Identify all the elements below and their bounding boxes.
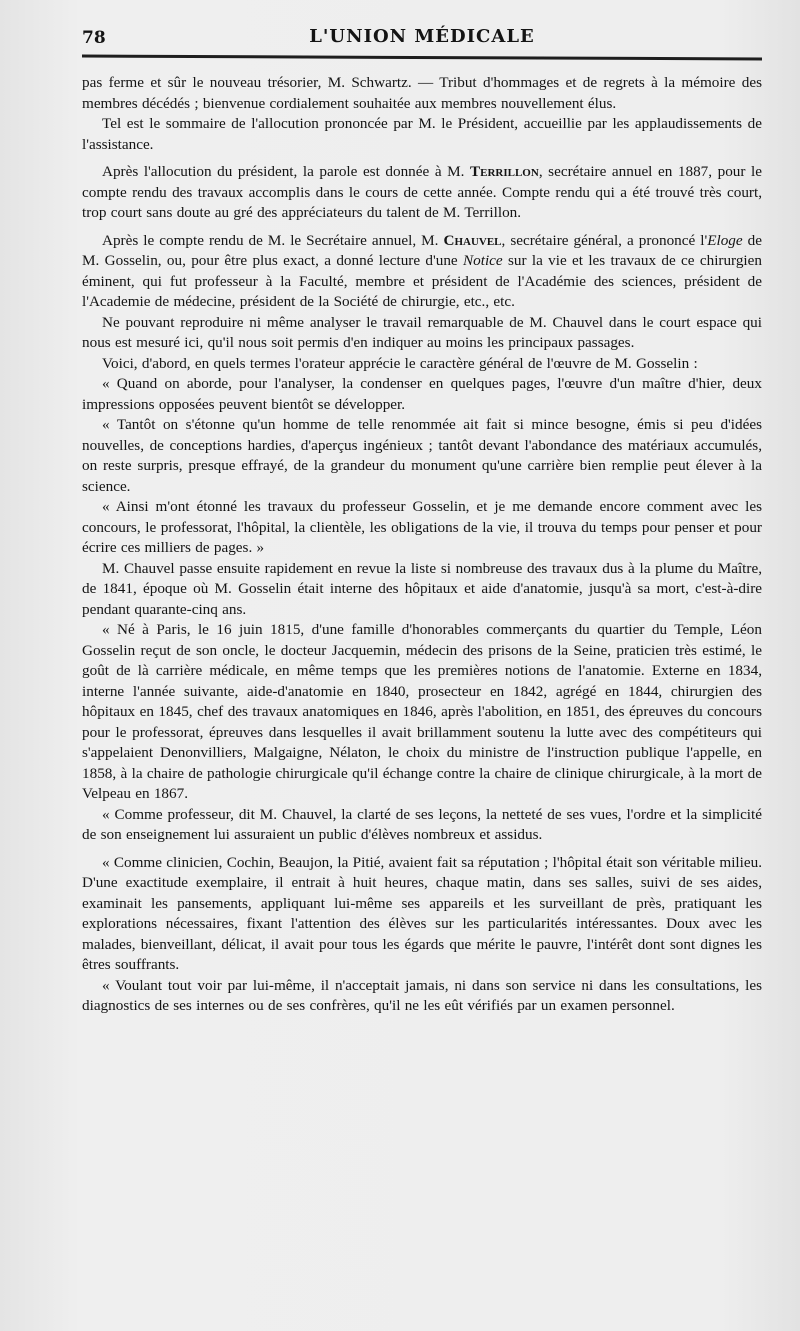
quote-paragraph: « Voulant tout voir par lui-même, il n'acceptait jamais, ni dans son service ni dans les consultations, les diagnostics de ses internes ou de ses confrères, qu'il ne les eût vérifiés par un examen personnel. xyxy=(82,976,762,1014)
paragraph: Après l'allocution du président, la parole est donnée à M. Terrillon, secrétaire annuel en 1887, pour le compte rendu des travaux accomplis dans le cours de cette année. Compte rendu qui a été trouvé très court, trop court sans doute au gré des appréciateurs du talent de M. Terrillon. xyxy=(82,163,762,221)
paragraph: Voici, d'abord, en quels termes l'orateur apprécie le caractère général de l'œuvre de M. Gosselin : xyxy=(102,354,698,372)
page-header xyxy=(82,16,762,52)
paragraph: Après le compte rendu de M. le Secrétaire annuel, M. Chauvel, secrétaire général, a prononcé l'Eloge de M. Gosselin, ou, pour être plus exact, a donné lecture d'une Notice sur la vie et les travaux de ce chirurgien éminent, qui fut professeur à la Faculté, membre et président de l'Académie des sciences, président de l'Academie de médecine, président de la Société de chirurgie, etc., etc. xyxy=(82,231,762,310)
author-name: Terrillon xyxy=(470,163,539,180)
running-title: L'UNION MÉDICALE xyxy=(309,26,535,47)
quote-paragraph: « Ainsi m'ont étonné les travaux du professeur Gosselin, et je me demande encore comment avec les concours, le professorat, l'hôpital, la clientèle, les obligations de la vie, il trouva du temps pour penser et pour écrire ces milliers de pages. » xyxy=(82,498,762,556)
paragraph: Tel est le sommaire de l'allocution prononcée par M. le Président, accueillie par les applaudissements de l'assistance. xyxy=(82,115,762,153)
quote-paragraph: « Comme professeur, dit M. Chauvel, la clarté de ses leçons, la netteté de ses vues, l'ordre et la simplicité de son enseignement lui assuraient un public d'élèves nombreux et assidus. xyxy=(82,805,762,843)
quote-paragraph: « Tantôt on s'étonne qu'un homme de telle renommée ait fait si mince besogne, émis si peu d'idées nouvelles, de conceptions hardies, d'aperçus ingénieux ; tantôt devant l'abondance des matériaux accumulés, on reste surpris, presque effrayé, de la grandeur du monument qu'une carrière bien remplie peut élever à la science. xyxy=(82,416,762,495)
quote-paragraph: « Né à Paris, le 16 juin 1815, d'une famille d'honorables commerçants du quartier du Temple, Léon Gosselin reçut de son oncle, le docteur Jacquemin, médecin des prisons de la Seine, praticien très estimé, le goût de là carrière médicale, en même temps que les premières notions de l'anatomie. Externe en 1834, interne l'année suivante, aide-d'anatomie en 1840, prosecteur en 1842, agrégé en 1844, chirurgien des hôpitaux en 1845, chef des travaux anatomiques en 1846, après l'abolition, en 1851, des épreuves du concours pour le professorat, épreuves dans lesquelles il avait brillamment soutenu la lutte avec des compétiteurs qui s'appelaient Denonvilliers, Malgaigne, Nélaton, le choix du ministre de l'instruction publique l'appelle, en 1858, à la chaire de pathologie chirurgicale qu'il échange contre la chaire de clinique chirurgicale, à la mort de Velpeau en 1867. xyxy=(82,621,762,802)
quote-paragraph: « Quand on aborde, pour l'analyser, la condenser en quelques pages, l'œuvre d'un maître d'hier, deux impressions opposées peuvent bientôt se développer. xyxy=(82,375,762,413)
paragraph: M. Chauvel passe ensuite rapidement en revue la liste si nombreuse des travaux dus à la plume du Maître, de 1841, époque où M. Gosselin était interne des hôpitaux et aide d'anatomie, jusqu'à sa mort, c'est-à-dire pendant quarante-cinq ans. xyxy=(82,559,762,618)
page-number: 78 xyxy=(82,28,106,48)
paragraph: pas ferme et sûr le nouveau trésorier, M. Schwartz. — Tribut d'hommages et de regrets à la mémoire des membres décédés ; bienvenue cordialement souhaitée aux membres nouvellement élus. xyxy=(82,74,762,112)
article-body xyxy=(82,73,762,1017)
paragraph: Ne pouvant reproduire ni même analyser le travail remarquable de M. Chauvel dans le court espace qui nous est mesuré ici, qu'il nous soit permis d'en indiquer au moins les principaux passages. xyxy=(82,313,762,351)
author-name: Chauvel xyxy=(443,231,502,249)
quote-paragraph: « Comme clinicien, Cochin, Beaujon, la Pitié, avaient fait sa réputation ; l'hôpital était son véritable milieu. D'une exactitude exemplaire, il entrait à huit heures, chaque matin, dans ses salles, suivi de ses aides, examinait les pansements, appliquant lui-même ses appareils et les surveillant de près, pratiquant les explorations nécessaires, fixant l'attention des élèves sur les particularités intéressantes. Doux avec les malades, bienveillant, délicat, il avait pour tous les égards que mérite le pauvre, l'intérêt dont sont dignes les êtres souffrants. xyxy=(82,853,762,973)
header-rule xyxy=(82,55,762,61)
